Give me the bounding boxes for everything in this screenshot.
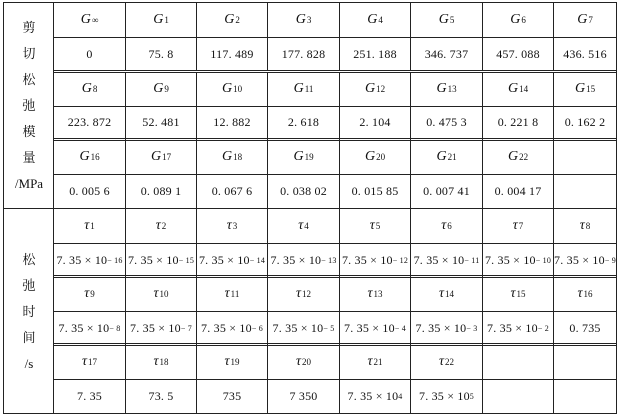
symbol: τ [155,218,161,233]
symbol-subscript: 21 [447,152,457,163]
value-cell [54,379,126,413]
header-cell [197,72,268,106]
symbol-subscript: ∞ [91,15,99,25]
value-cell [268,379,340,413]
value-exponent: 4 [398,391,403,401]
value-cell [54,311,126,345]
header-cell [126,345,197,379]
side-label-char: 模 [22,124,36,139]
value-cell [197,243,268,277]
symbol: τ [298,218,304,233]
value-base: 7. 35 × 10 [487,320,538,335]
header-cell [483,140,554,174]
symbol-subscript: 17 [88,357,97,367]
modulus-label [4,15,54,197]
symbol-subscript: 11 [304,83,314,94]
value-cell: 0. 475 3 [411,106,483,140]
side-label-char: 量 [22,150,36,165]
header-cell [483,209,554,243]
symbol-subscript: 2 [235,15,240,25]
symbol-subscript: 20 [302,357,311,367]
symbol: G [367,12,378,27]
value-base: 7 350 [289,388,318,403]
symbol-subscript: 11 [230,289,240,299]
symbol: τ [84,286,90,301]
side-label-time [4,209,54,413]
value-cell [197,311,268,345]
header-cell [340,209,411,243]
symbol: τ [295,354,301,369]
value-base: 7. 35 × 10 [272,320,324,335]
header-cell [197,277,268,311]
header-cell [54,72,126,106]
header-cell [411,140,483,174]
side-label-char: /s [24,356,34,371]
value-base: 7. 35 × 10 [56,252,108,267]
symbol-subscript: 8 [92,83,98,94]
symbol-subscript: 9 [90,289,95,299]
value-exponent: 5 [469,391,474,401]
value-cell: 0 [54,37,126,71]
value-base: 7. 35 × 10 [270,252,322,267]
symbol-subscript: 22 [445,357,454,367]
header-cell [54,277,126,311]
value-exponent: − 15 [178,255,195,265]
symbol: τ [577,286,583,301]
symbol-subscript: 1 [90,221,95,231]
symbol: τ [441,218,447,233]
value-base: 7. 35 × 10 [554,252,605,267]
value-cell: 117. 489 [197,37,268,71]
value-base: 7. 35 × 10 [201,320,252,335]
symbol: G [150,149,162,165]
symbol: τ [579,218,585,233]
symbol: G [436,80,447,96]
value-cell [126,379,197,413]
value-exponent: − 5 [323,323,335,333]
symbol-subscript: 5 [449,15,455,25]
symbol-subscript: 9 [164,83,169,94]
value-exponent: − 4 [394,323,406,333]
symbol: G [221,149,233,165]
data-table [3,2,617,414]
modulus-section [54,3,616,209]
value-base: 73. 5 [148,388,174,403]
symbol: τ [512,218,518,233]
value-cell [554,174,616,208]
header-cell [340,345,411,379]
symbol-subscript: 15 [516,289,526,299]
symbol: τ [295,286,301,301]
value-cell: 457. 088 [483,37,554,71]
value-cell [411,379,483,413]
header-cell [411,72,483,106]
symbol: G [510,12,521,27]
header-cell [268,277,340,311]
symbol: G [507,80,519,96]
header-cell [554,72,616,106]
symbol-subscript: 2 [161,221,167,231]
modulus-value-row [54,174,616,208]
symbol: G [79,149,90,165]
value-base: 7. 35 × 10 [419,388,470,403]
symbol-subscript: 13 [447,83,457,94]
symbol-subscript: 19 [304,152,314,163]
symbol: G [364,80,376,96]
value-exponent: − 8 [109,323,121,333]
symbol-subscript: 12 [376,83,386,94]
value-exponent: − 16 [107,255,123,265]
symbol: G [80,12,91,27]
header-cell [554,209,616,243]
time-header-row [54,209,616,243]
header-cell [340,140,411,174]
header-cell [197,140,268,174]
symbol: G [81,80,92,96]
value-base: 0. 735 [569,320,601,335]
value-cell [340,311,411,345]
modulus-header-row [54,72,616,106]
symbol-subscript: 4 [378,15,383,25]
time-header-row [54,277,616,311]
symbol-subscript: 21 [373,357,383,367]
value-cell: 2. 104 [340,106,411,140]
symbol-subscript: 1 [164,15,169,25]
value-base: 7. 35 × 10 [344,320,395,335]
value-cell: 0. 004 17 [483,174,554,208]
value-cell: 0. 089 1 [126,174,197,208]
time-label [4,247,54,377]
header-cell [126,72,197,106]
header-cell [483,345,554,379]
value-base: 7. 35 × 10 [341,252,393,267]
value-base: 7. 35 × 10 [484,252,536,267]
value-exponent: − 6 [251,323,263,333]
symbol-subscript: 13 [373,289,383,299]
symbol: G [574,80,586,96]
symbol-subscript: 18 [233,152,243,163]
symbol: τ [224,354,230,369]
side-label-char: 松 [22,252,36,267]
value-cell: 0. 067 6 [197,174,268,208]
value-exponent: − 11 [464,255,480,265]
value-cell: 0. 221 8 [483,106,554,140]
symbol: G [577,12,588,27]
side-label-char: 切 [22,46,36,61]
value-cell [197,379,268,413]
symbol-subscript: 16 [90,152,100,163]
value-cell: 0. 007 41 [411,174,483,208]
header-cell [268,3,340,37]
value-base: 735 [222,388,242,403]
symbol-subscript: 20 [376,152,386,163]
time-value-row [54,243,616,277]
value-exponent: − 13 [321,255,337,265]
header-cell [554,140,616,174]
value-cell [554,243,616,277]
modulus-header-row [54,140,616,174]
value-cell: 75. 8 [126,37,197,71]
header-cell [268,140,340,174]
header-cell [268,209,340,243]
value-cell [268,311,340,345]
value-base: 7. 35 [77,388,102,403]
symbol-subscript: 3 [232,221,238,231]
side-label-char: 松 [22,72,36,87]
symbol-subscript: 4 [304,221,309,231]
value-exponent: − 3 [466,323,478,333]
value-exponent: − 9 [604,255,616,265]
symbol: G [295,12,306,27]
symbol: τ [438,354,444,369]
value-exponent: − 10 [535,255,552,265]
value-exponent: − 2 [537,323,549,333]
value-cell: 436. 516 [563,46,607,61]
value-cell [268,243,340,277]
symbol-subscript: 7 [588,15,593,25]
value-cell: 0. 038 02 [268,174,340,208]
header-cell [340,3,411,37]
value-cell: 0. 015 85 [340,174,411,208]
header-cell [411,345,483,379]
value-exponent: − 12 [392,255,409,265]
modulus-value-row [54,37,616,71]
symbol-subscript: 19 [230,357,240,367]
symbol: G [364,149,376,165]
value-base: 7. 35 × 10 [130,320,181,335]
value-cell: 0. 005 6 [54,174,126,208]
side-label-char: 时 [22,304,36,319]
side-label-char: 间 [22,330,36,345]
value-cell: 251. 188 [340,37,411,71]
header-cell [268,72,340,106]
header-cell [483,72,554,106]
symbol-subscript: 6 [521,15,526,25]
header-cell [340,277,411,311]
header-cell [340,72,411,106]
value-base: 7. 35 × 10 [413,252,465,267]
side-label-char: 剪 [22,20,36,35]
symbol-subscript: 18 [159,357,169,367]
header-cell [411,209,483,243]
symbol: τ [224,286,230,301]
side-label-char: 弛 [22,98,36,113]
time-value-row [54,311,616,345]
symbol: τ [153,354,159,369]
value-cell [411,311,483,345]
symbol: G [153,12,164,27]
symbol: G [293,149,304,165]
value-base: 7. 35 × 10 [198,252,250,267]
symbol: τ [153,286,159,301]
value-cell: 12. 882 [197,106,268,140]
side-label-modulus [4,3,54,209]
symbol: τ [510,286,516,301]
header-cell [126,3,197,37]
value-cell: 177. 828 [268,37,340,71]
value-base: 7. 35 × 10 [58,320,110,335]
symbol: G [436,149,447,165]
modulus-value-row [54,106,616,140]
side-label-char: /MPa [14,176,44,191]
value-cell [483,311,554,345]
header-cell [554,277,616,311]
symbol-subscript: 12 [302,289,311,299]
value-cell: 0. 162 2 [564,115,606,130]
symbol: τ [367,354,373,369]
symbol: τ [226,218,232,233]
header-cell [54,209,126,243]
symbol: τ [81,354,87,369]
header-cell [483,277,554,311]
symbol-subscript: 15 [586,83,596,94]
symbol: τ [367,286,373,301]
symbol-subscript: 6 [447,221,452,231]
header-cell [411,277,483,311]
symbol: G [507,149,519,165]
header-cell [268,345,340,379]
header-cell [197,209,268,243]
symbol-subscript: 22 [519,152,529,163]
symbol-subscript: 3 [306,15,312,25]
symbol-subscript: 14 [445,289,454,299]
value-cell [411,243,483,277]
value-cell [483,379,554,413]
value-base: 7. 35 × 10 [415,320,467,335]
symbol: τ [438,286,444,301]
header-cell [554,3,616,37]
symbol-subscript: 8 [585,221,591,231]
header-cell [54,140,126,174]
symbol-subscript: 17 [162,152,172,163]
time-header-row [54,345,616,379]
header-cell [197,345,268,379]
value-cell [340,243,411,277]
time-section [54,209,616,413]
header-cell [54,345,126,379]
value-cell: 223. 872 [54,106,126,140]
side-label-char: 弛 [22,278,36,293]
symbol: τ [84,218,90,233]
symbol-subscript: 14 [519,83,529,94]
header-cell [483,3,554,37]
header-cell [126,277,197,311]
modulus-header-row [54,3,616,37]
value-cell [340,379,411,413]
value-exponent: − 7 [180,323,192,333]
value-cell: 346. 737 [411,37,483,71]
symbol-subscript: 16 [583,289,593,299]
value-cell [126,243,197,277]
symbol-subscript: 7 [518,221,524,231]
value-cell [554,379,616,413]
header-cell [54,3,126,37]
value-cell [554,311,616,345]
symbol-subscript: 10 [159,289,169,299]
value-base: 7. 35 × 10 [127,252,179,267]
header-cell [197,3,268,37]
value-base: 7. 35 × 10 [347,388,399,403]
symbol-subscript: 5 [375,221,381,231]
value-cell: 2. 618 [268,106,340,140]
time-value-row [54,379,616,413]
value-cell: 52. 481 [126,106,197,140]
header-cell [554,345,616,379]
symbol: G [293,80,304,96]
header-cell [411,3,483,37]
header-cell [126,209,197,243]
symbol: G [153,80,164,96]
symbol: G [438,12,449,27]
value-exponent: − 14 [249,255,266,265]
value-cell [483,243,554,277]
value-cell [126,311,197,345]
symbol: G [221,80,233,96]
symbol: τ [369,218,375,233]
symbol-subscript: 10 [233,83,243,94]
value-cell [54,243,126,277]
header-cell [126,140,197,174]
symbol: G [224,12,235,27]
